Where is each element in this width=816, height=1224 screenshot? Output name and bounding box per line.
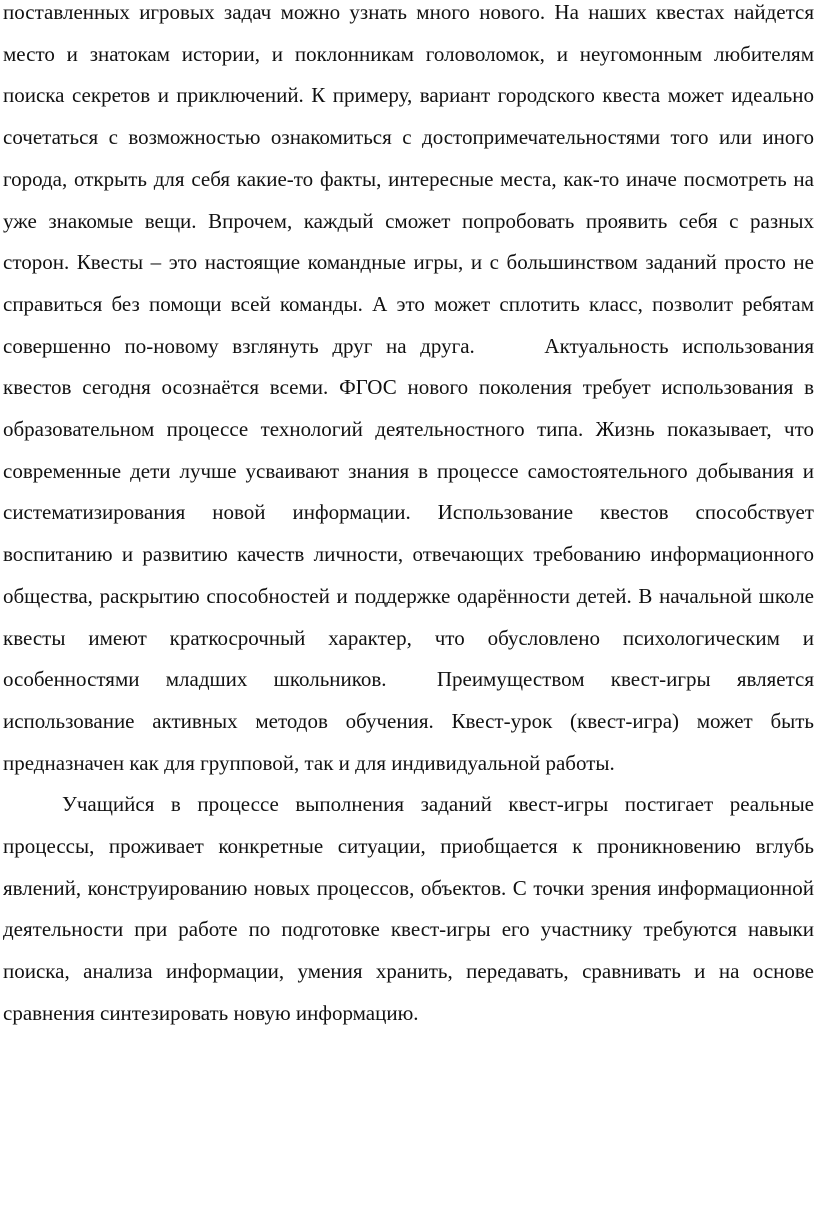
- paragraph-1-part-3: Преимуществом квест-игры является использование активных методов обучения. Квест-урок (квест-игра) может быть предназначен как для групповой, так и для индивидуальной работы.: [3, 667, 815, 775]
- paragraph-1: [3, 0, 814, 784]
- paragraph-1-part-1: поставленных игровых задач можно узнать много нового. На наших квестах найдется место и знатокам истории, и поклонникам головоломок, и неугомонным любителям поиска секретов и приключений. К примеру, вариант городского квеста может идеально сочетаться с возможностью ознакомиться с достопримечательностями того или иного города, открыть для себя какие-то факты, интересные места, как-то иначе посмотреть на уже знакомые вещи. Впрочем, каждый сможет попробовать проявить себя с разных сторон. Квесты – это настоящие командные игры, и с большинством заданий просто не справиться без помощи всей команды. А это может сплотить класс, позволит ребятам совершенно по-новому взглянуть друг на друга.: [3, 0, 814, 358]
- paragraph-2: Учащийся в процессе выполнения заданий квест-игры постигает реальные процессы, проживает конкретные ситуации, приобщается к проникновению вглубь явлений, конструированию новых процессов, объектов. С точки зрения информационной деятельности при работе по подготовке квест-игры его участнику требуются навыки поиска, анализа информации, умения хранить, передавать, сравнивать и на основе сравнения синтезировать новую информацию.: [3, 792, 814, 1025]
- paragraph-1-part-2: Актуальность использования квестов сегодня осознаётся всеми. ФГОС нового поколения требует использования в образовательном процессе технологий деятельностного типа. Жизнь показывает, что современные дети лучше усваивают знания в процессе самостоятельного добывания и систематизирования новой информации. Использование квестов способствует воспитанию и развитию качеств личности, отвечающих требованию информационного общества, раскрытию способностей и поддержке одарённости детей. В начальной школе квесты имеют краткосрочный характер, что обусловлено психологическим и особенностями младших школьников.: [3, 333, 814, 692]
